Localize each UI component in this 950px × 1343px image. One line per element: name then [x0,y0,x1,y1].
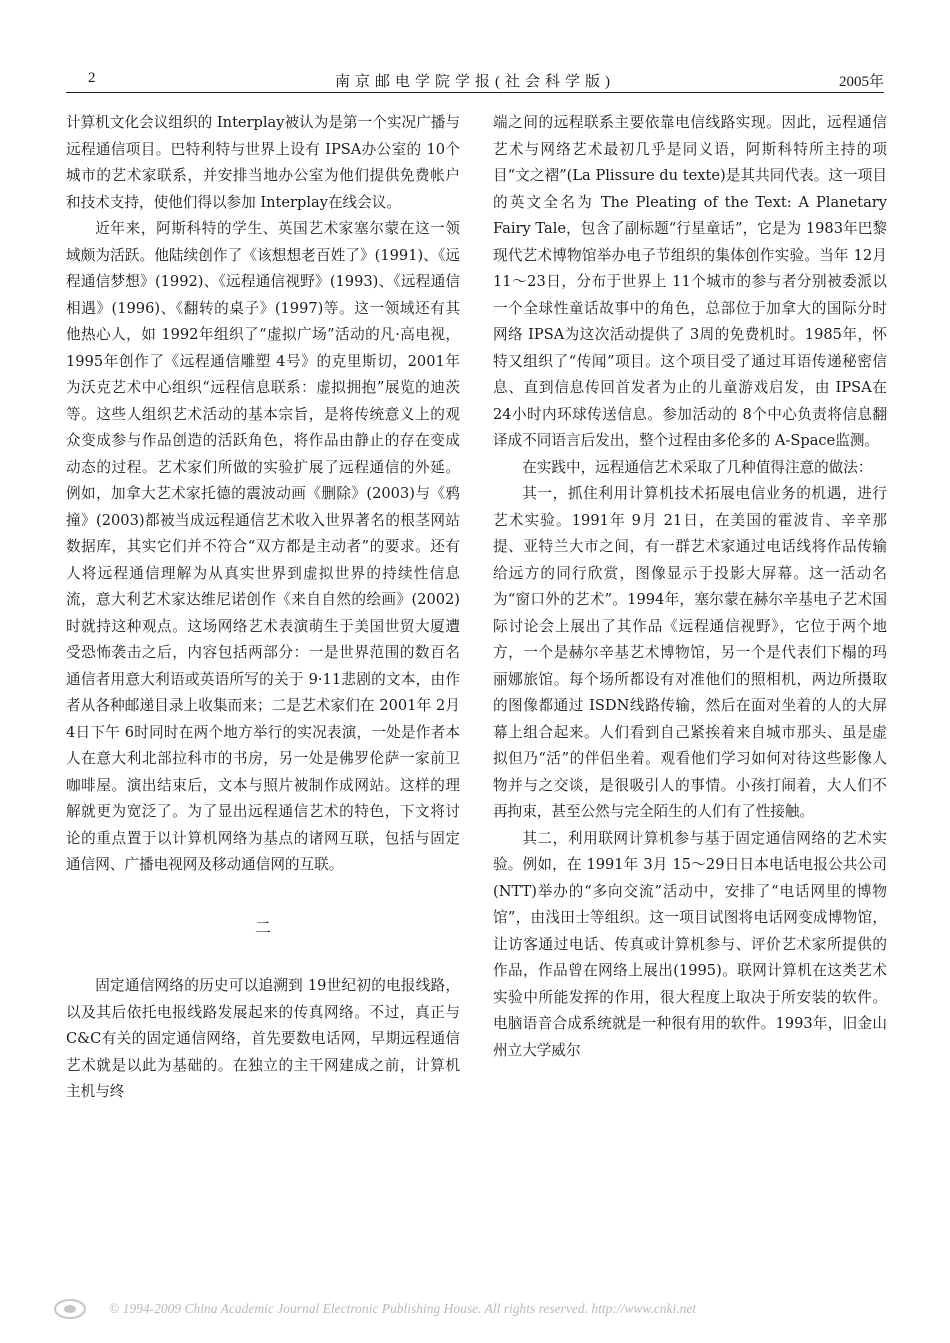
paragraph: 近年来，阿斯科特的学生、英国艺术家塞尔蒙在这一领域颇为活跃。他陆续创作了《该想想老百姓了》(1991)、《远程通信梦想》(1992)、《远程通信视野》(1993)、《远程通信相遇》(1996)、《翻转的桌子》(1997)等。这一领域还有其他热心人，如 1992年组织了“虚拟广场”活动的凡·高电视，1995年创作了《远程通信雕塑 4号》的克里斯切，2001年为沃克艺术中心组织“远程信息联系：虚拟拥抱”展览的迪茨等。这些人组织艺术活动的基本宗旨，是将传统意义上的观众变成参与作品创造的活跃角色，将作品由静止的存在变成动态的过程。艺术家们所做的实验扩展了远程通信的外延。例如，加拿大艺术家托德的震波动画《删除》(2003)与《鸦撞》(2003)都被当成远程通信艺术收入世界著名的根茎网站数据库，其实它们并不符合“双方都是主动者”的要求。还有人将远程通信理解为从真实世界到虚拟世界的持续性信息流，意大利艺术家达维尼诺创作《来自自然的绘画》(2002)时就持这种观点。这场网络艺术表演萌生于美国世贸大厦遭受恐怖袭击之后，内容包括两部分：一是世界范围的数百名通信者用意大利语或英语所写的关于 9·11悲剧的文本，由作者从各种邮递目录上收集而来；二是艺术家们在 2001年 2月 4日下午 6时同时在两个地方举行的实况表演，一处是作者本人在意大利北部拉科市的书房，另一处是佛罗伦萨一家前卫咖啡屋。演出结束后，文本与照片被制作成网站。这样的理解就更为宽泛了。为了显出远程通信艺术的特色，下文将讨论的重点置于以计算机网络为基点的诸网互联，包括与固定通信网、广播电视网及移动通信网的互联。 [66,220,460,873]
publication-year: 2005年 [838,74,884,90]
running-header [66,66,884,93]
journal-title: 南京邮电学院学报(社会科学版) [335,74,615,90]
section-heading: 二 [254,917,271,937]
paragraph: 其二，利用联网计算机参与基于固定通信网络的艺术实验。例如，在 1991年 3月 15～29日日本电话电报公共公司(NTT)举办的“多向交流”活动中，安排了“电话网里的博物馆”，由浅田士等组织。这一项目试图将电话网变成博物馆，让访客通过电话、传真或计算机参与、评价艺术家所提供的作品，作品曾在网络上展出(1995)。联网计算机在这类艺术实验中所能发挥的作用，很大程度上取决于所安装的软件。电脑语音合成系统就是一种很有用的软件。1993年，旧金山州立大学威尔 [493,829,887,1059]
page-number: 2 [88,70,96,86]
left-column [66,110,460,1106]
cnki-logo-icon [53,1298,87,1320]
copyright-text: © 1994-2009 China Academic Journal Electronic Publishing House. All rights reserved. http://www.cnki.net [109,1301,697,1316]
copyright-footer [45,1296,930,1324]
paragraph: 其一，抓住利用计算机技术拓展电信业务的机遇，进行艺术实验。1991年 9月 21日，在美国的霍波肯、辛辛那提、亚特兰大市之间，有一群艺术家通过电话线将作品传输给远方的同行欣赏，图像显示于投影大屏幕。这一活动名为“窗口外的艺术”。1994年，塞尔蒙在赫尔辛基电子艺术国际讨论会上展出了其作品《远程通信视野》，它位于两个地方，一个是赫尔辛基艺术博物馆，另一个是代表们下榻的玛丽娜旅馆。每个场所都设有对准他们的照相机，两边所摄取的图像都通过 ISDN线路传输，然后在面对坐着的人的大屏幕上组合起来。人们看到自己紧挨着来自城市那头、虽是虚拟但乃“活”的伴侣坐着。观看他们学习如何对待这些影像人物并与之交谈，是很吸引人的事情。小孩打闹着，大人们不再拘束，甚至公然与完全陌生的人们有了性接触。 [493,485,887,820]
paragraph: 计算机文化会议组织的 Interplay被认为是第一个实况广播与远程通信项目。巴特利特与世界上设有 IPSA办公室的 10个城市的艺术家联系，并安排当地办公室为他们提供免费帐户和技术支持，使他们得以参加 Interplay在线会议。 [66,114,460,211]
paragraph: 在实践中，远程通信艺术采取了几种值得注意的做法： [522,458,873,476]
paragraph: 端之间的远程联系主要依靠电信线路实现。因此，远程通信艺术与网络艺术最初几乎是同义语，阿斯科特所主持的项目“文之褶”(La Plissure du texte)是其共同代表。这一项目的英文全名为 The Pleating of the Text: A Planetary Fairy Tale，包含了副标题“行星童话”，它是为 1983年巴黎现代艺术博物馆举办电子节组织的集体创作实验。当年 12月 11～23日，分布于世界上 11个城市的参与者分别被委派以一个全球性童话故事中的角色，总部位于加拿大的国际分时网络 IPSA为这次活动提供了 3周的免费机时。1985年，怀特又组织了“传闻”项目。这个项目受了通过耳语传递秘密信息、直到信息传回首发者为止的儿童游戏启发，由 IPSA在 24小时内环球传送信息。参加活动的 8个中心负责将信息翻译成不同语言后发出，整个过程由多伦多的 A-Space监测。 [493,114,887,449]
right-column [493,110,887,1064]
paragraph: 固定通信网络的历史可以追溯到 19世纪初的电报线路，以及其后依托电报线路发展起来的传真网络。不过，真正与 C&C有关的固定通信网络，首先要数电话网，早期远程通信艺术就是以此为基础的。在独立的主干网建成之前，计算机主机与终 [66,977,460,1100]
